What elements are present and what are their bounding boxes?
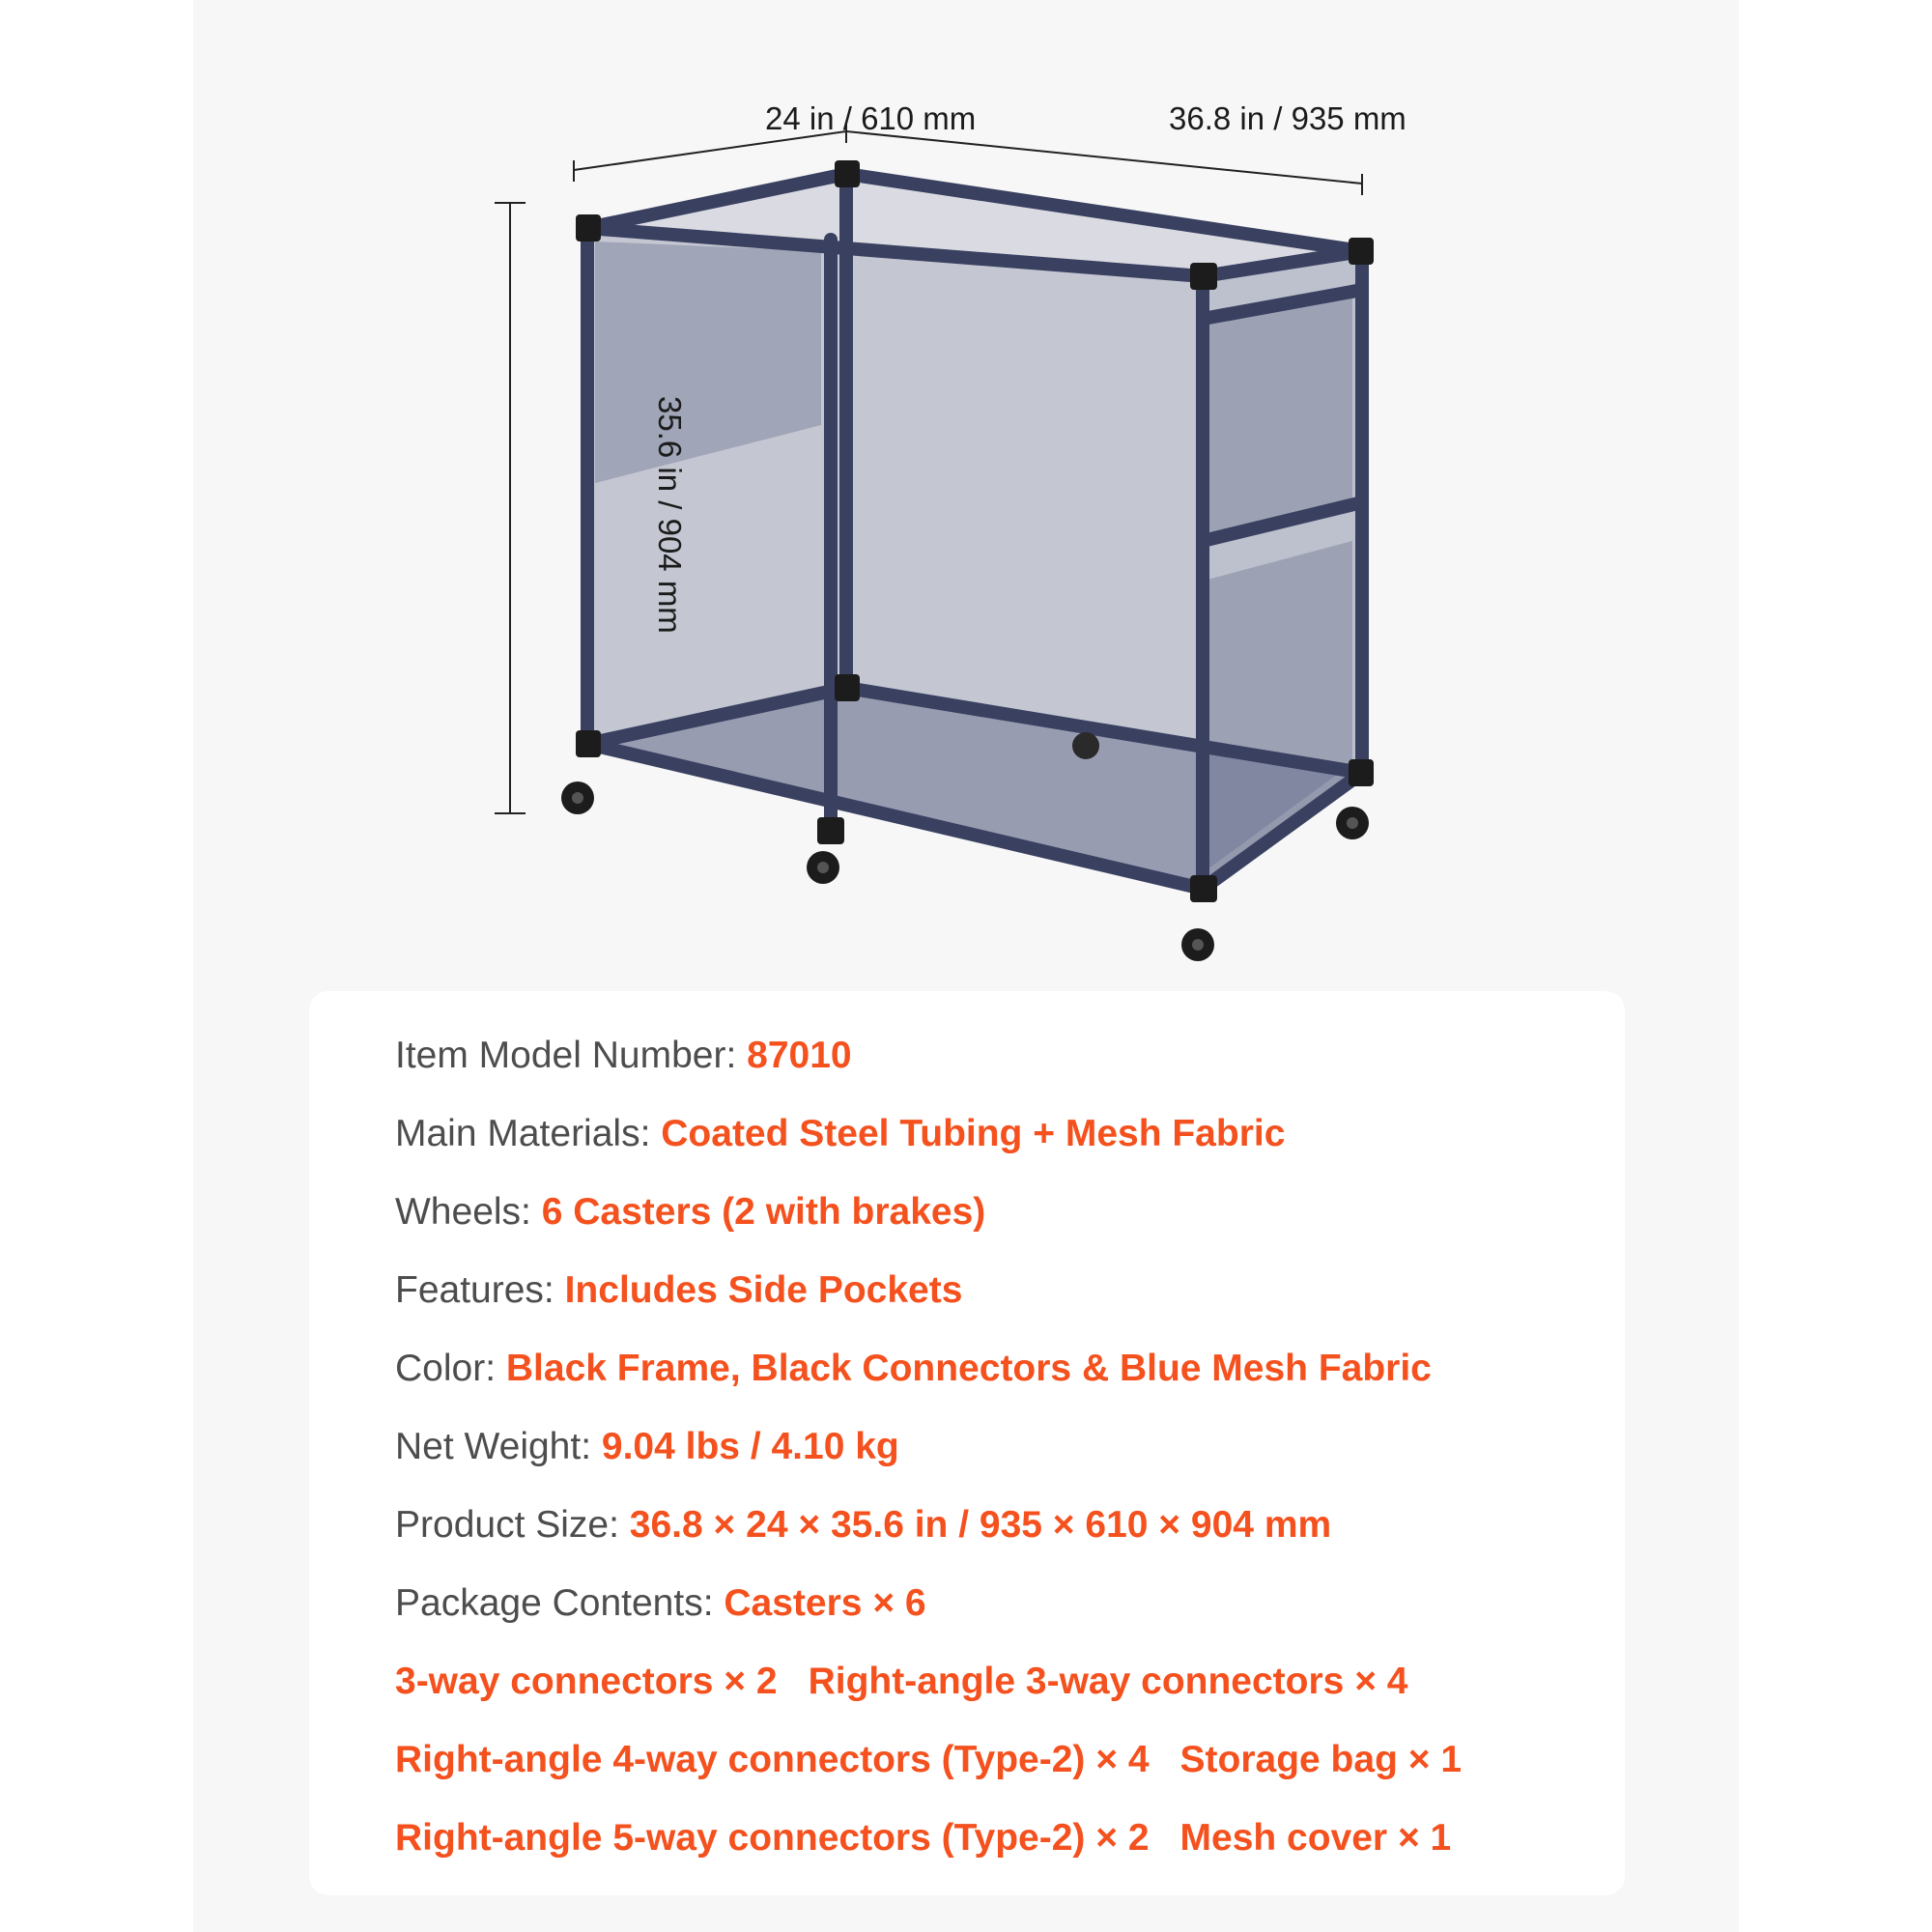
package-contents-row (395, 1817, 1451, 1860)
spec-main-materials (395, 1113, 1285, 1155)
storage-cart-illustration (193, 0, 1739, 985)
spec-label: Item Model Number: (395, 1035, 737, 1076)
spec-label: Net Weight: (395, 1426, 592, 1467)
spec-value: Includes Side Pockets (564, 1269, 963, 1311)
depth-dimension-label: 24 in / 610 mm (765, 100, 977, 136)
spec-value: 6 Casters (2 with brakes) (541, 1191, 986, 1233)
spec-model-number (395, 1035, 852, 1077)
spec-label: Package Contents: (395, 1582, 714, 1624)
spec-value: Black Frame, Black Connectors & Blue Mesh Fabric (505, 1348, 1432, 1389)
package-contents-row (395, 1661, 1408, 1703)
package-item: Right-angle 3-way connectors × 4 (808, 1661, 1408, 1702)
package-item: Right-angle 5-way connectors (Type-2) × 2 (395, 1817, 1150, 1859)
spec-package-contents (395, 1582, 926, 1625)
package-item: Mesh cover × 1 (1179, 1817, 1452, 1859)
spec-color (395, 1348, 1432, 1390)
spec-label: Main Materials: (395, 1113, 651, 1154)
package-item: Right-angle 4-way connectors (Type-2) × 4 (395, 1739, 1150, 1780)
spec-net-weight (395, 1426, 899, 1468)
spec-value: 36.8 × 24 × 35.6 in / 935 × 610 × 904 mm (629, 1504, 1332, 1546)
package-contents-row (395, 1739, 1462, 1781)
spec-label: Features: (395, 1269, 554, 1311)
spec-features (395, 1269, 962, 1312)
spec-label: Color: (395, 1348, 497, 1389)
width-dimension-label: 36.8 in / 935 mm (1169, 100, 1406, 136)
spec-wheels (395, 1191, 985, 1234)
specifications-card (309, 991, 1625, 1895)
spec-label: Wheels: (395, 1191, 531, 1233)
product-figure (193, 0, 1739, 985)
spec-label: Product Size: (395, 1504, 619, 1546)
spec-product-size (395, 1504, 1331, 1547)
package-item: 3-way connectors × 2 (395, 1661, 778, 1702)
height-dimension-label: 35.6 in / 904 mm (652, 396, 688, 634)
spec-value: Coated Steel Tubing + Mesh Fabric (661, 1113, 1286, 1154)
spec-value: Casters × 6 (724, 1582, 926, 1624)
spec-value: 9.04 lbs / 4.10 kg (601, 1426, 899, 1467)
package-item: Storage bag × 1 (1179, 1739, 1463, 1780)
spec-value: 87010 (747, 1035, 852, 1076)
